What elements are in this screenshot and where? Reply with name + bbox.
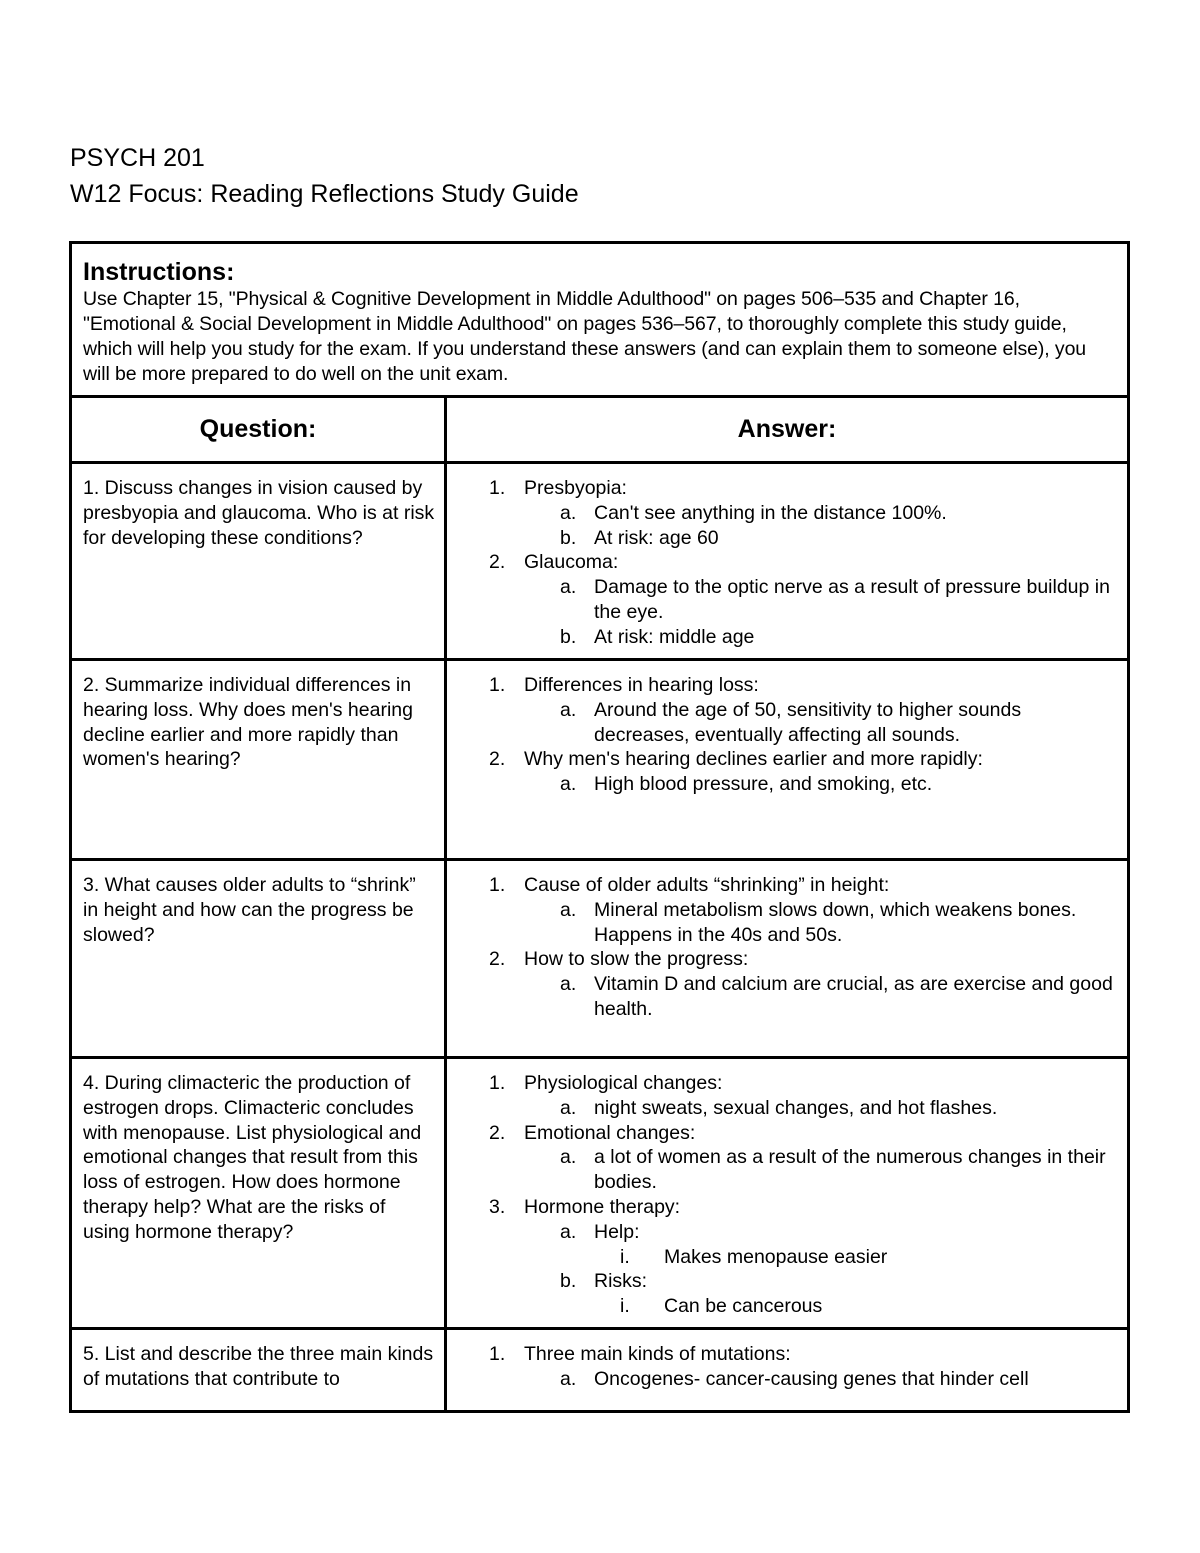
answer-item [447,501,1119,526]
answer-text: Glaucoma: [524,551,619,574]
question-cell: 4. During climacteric the production of estrogen drops. Climacteric concludes with menopause. List physiological and emotional changes that result from this loss of estrogen. How does hormone therapy help? What are the risks of using hormone therapy? [72,1059,447,1327]
question-cell: 5. List and describe the three main kinds of mutations that contribute to [72,1330,447,1410]
question-cell: 2. Summarize individual differences in hearing loss. Why does men's hearing decline earlier and more rapidly than women's hearing? [72,661,447,858]
answer-cell [447,661,1127,858]
answer-item [447,1342,1119,1367]
list-marker: 1. [489,1072,506,1094]
list-marker: a. [560,1367,577,1390]
answer-text: Vitamin D and calcium are crucial, as are exercise and good health. [594,973,1113,1020]
answer-text: At risk: age 60 [594,526,719,549]
answer-item [447,947,1119,972]
answer-item [447,1121,1119,1146]
list-marker: a. [560,698,577,721]
answer-text: Physiological changes: [524,1072,723,1094]
list-marker: a. [560,973,577,996]
table-row [72,861,1127,1059]
answer-text: Presbyopia: [524,477,627,499]
answer-text: Damage to the optic nerve as a result of pressure buildup in the eye. [594,576,1110,623]
list-marker: i. [620,1245,630,1268]
answer-text: Mineral metabolism slows down, which weakens bones. Happens in the 40s and 50s. [594,898,1077,946]
answer-text: Can't see anything in the distance 100%. [594,501,947,524]
answer-item [447,550,1119,575]
answer-item [447,1294,1119,1319]
list-marker: 1. [489,674,506,696]
list-marker: 2. [489,1121,506,1144]
list-marker: a. [560,1220,577,1243]
list-marker: 2. [489,748,506,771]
table-row [72,1059,1127,1330]
table-row [72,464,1127,661]
answer-item [447,772,1119,797]
answer-item [447,1220,1119,1245]
list-marker: b. [560,526,577,549]
answer-item [447,673,1119,698]
answer-text: Around the age of 50, sensitivity to higher sounds decreases, eventually affecting all sounds. [594,698,1022,746]
answer-cell [447,861,1127,1056]
answer-item [447,1269,1119,1294]
answer-item [447,476,1119,501]
answer-item [447,972,1119,1022]
list-marker: 1. [489,874,506,896]
answer-item [447,625,1119,650]
answer-item [447,575,1119,625]
table-header-row [72,398,1127,464]
course-code: PSYCH 201 [70,144,205,172]
answer-cell [447,1330,1127,1410]
answer-cell [447,1059,1127,1327]
answer-text: At risk: middle age [594,625,755,648]
list-marker: a. [560,1146,577,1169]
answer-text: Three main kinds of mutations: [524,1343,791,1365]
answer-item [447,1245,1119,1270]
list-marker: i. [620,1295,630,1318]
answer-item [447,898,1119,948]
list-marker: 1. [489,477,506,499]
study-guide-table [69,241,1130,1413]
answer-text: Emotional changes: [524,1121,696,1144]
list-marker: a. [560,1096,577,1119]
answer-item [447,1071,1119,1096]
answer-text: High blood pressure, and smoking, etc. [594,773,933,796]
list-marker: 1. [489,1343,506,1365]
instructions-box [72,244,1127,398]
answer-text: Cause of older adults “shrinking” in height: [524,874,890,896]
answer-text: night sweats, sexual changes, and hot flashes. [594,1096,998,1119]
table-row [72,661,1127,861]
answer-item [447,1096,1119,1121]
answer-item [447,526,1119,551]
question-cell: 3. What causes older adults to “shrink” in height and how can the progress be slowed? [72,861,447,1056]
answer-item [447,1195,1119,1220]
instructions-text: Use Chapter 15, "Physical & Cognitive Development in Middle Adulthood" on pages 506–535 and Chapter 16, "Emotional & Social Development in Middle Adulthood" on pages 536–567, to thoroughly complete this study guide, which will help you study for the exam. If you understand these answers (and can explain them to someone else), you will be more prepared to do well on the unit exam. [83,288,1087,385]
answer-item [447,1367,1119,1392]
answer-text: Why men's hearing declines earlier and more rapidly: [524,748,983,771]
answer-column-header: Answer: [737,415,837,444]
list-marker: b. [560,625,577,648]
answer-text: a lot of women as a result of the numerous changes in their bodies. [594,1146,1106,1194]
list-marker: a. [560,501,577,524]
list-marker: 2. [489,551,506,574]
answer-text: Hormone therapy: [524,1195,681,1218]
answer-text: Help: [594,1220,640,1243]
answer-text: Oncogenes- cancer-causing genes that hinder cell [594,1367,1029,1390]
answer-cell [447,464,1127,658]
question-column-header: Question: [72,398,447,461]
document-title: W12 Focus: Reading Reflections Study Guide [70,180,579,208]
list-marker: a. [560,773,577,796]
answer-text: How to slow the progress: [524,948,749,971]
list-marker: b. [560,1270,577,1293]
answer-text: Can be cancerous [664,1295,823,1318]
answer-text: Risks: [594,1270,648,1293]
answer-item [447,873,1119,898]
list-marker: a. [560,576,577,599]
answer-text: Makes menopause easier [664,1245,888,1268]
answer-item [447,698,1119,748]
answer-item [447,747,1119,772]
list-marker: a. [560,898,577,921]
instructions-heading: Instructions: [83,258,235,286]
answer-item [447,1145,1119,1195]
list-marker: 2. [489,948,506,971]
table-row [72,1330,1127,1410]
answer-text: Differences in hearing loss: [524,674,759,696]
question-cell: 1. Discuss changes in vision caused by presbyopia and glaucoma. Who is at risk for developing these conditions? [72,464,447,658]
list-marker: 3. [489,1195,506,1218]
